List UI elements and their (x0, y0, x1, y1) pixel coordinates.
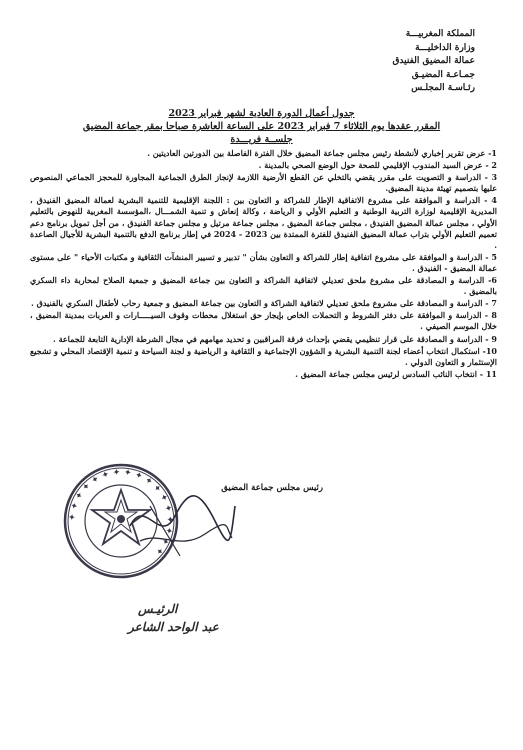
kingdom-line: المملكة المغربيـــة (405, 29, 475, 39)
agenda-item-5: 5 - الدراسة و الموافقة على مشروع اتفاقية إطار للشراكة و التعاون بشأن " تدبير و تسيير المنشآت الثقافية و مكتبات الأحياء " على مستوى عمالة المضيق - الفنيدق . (30, 251, 497, 273)
agenda-list (30, 148, 497, 381)
president-name: عبد الواحد الشاعر (128, 620, 219, 634)
title-main: جدول أعمال الدورة العادية لشهر فبراير 2023 (168, 108, 355, 119)
agenda-item-4: 4 - الدراسة و الموافقة على مشروع الاتفاقية الإطار للشراكة و التعاون بين : اللجنة الإقليمية للتنمية البشرية لعمالة المضيق الفنيدق ، المديرية الإقليمية لوزارة التربية الوطنية و التعليم الأولي و الرياضة ، وكالة إنعاش و تنمية الشمـــال ،المؤسسة المغربية للنهوض بالتعليم الأولي ، مجلس عمالة المضيق الفنيدق ، مجلس جماعة المضيق ، مجلس جماعة مرتيل و مجلس جماعة الفنيدق ، من أجل تمويل برنامج دعم تعميم التعليم الأولي بتراب عمالة المضيق الفنيدق للفترة الممتدة بين 2023 - 2024 في إطار برنامج الدفع بالتنمية البشرية للأجيال الصاعدة . (30, 195, 498, 250)
svg-text:✦ ✦ ✦ ✦ ✦ ✦ ✦ ✦ ✦ ✦ ✦ ✦ ✦ ✦ ✦: ✦ ✦ ✦ ✦ ✦ ✦ ✦ ✦ ✦ ✦ ✦ ✦ ✦ ✦ ✦ ✦ ✦ (67, 467, 175, 557)
agenda-item-9: 9 - الدراسة و المصادقة على قرار تنظيمي يقضي بإحداث فرقة المراقبين و تحديد مهامهم في مجال الشرطة الإدارية التابعة للجماعة . (53, 333, 497, 344)
president-title: الرئيـس (138, 602, 178, 616)
agenda-item-8: 8 - الدراسة و الموافقة على دفتر الشروط و التحملات الخاص بإيجار حق استغلال محطات وقوف السيـــــارات و العربات بمدينة المضيق ، خلال الموسم الصيفي . (30, 310, 497, 332)
agenda-item-1: 1- عرض تقرير إخباري لأنشطة رئيس مجلس جماعة المضيق خلال الفترة الفاصلة بين الدورتين العاديتين . (147, 148, 497, 158)
commune-line: جمـاعـة المضيـق (411, 69, 475, 80)
council-line: رئـاسـة المجلـس (411, 83, 475, 93)
letterhead (335, 28, 475, 96)
prefecture-line: عمالة المضيق الفنيدق (392, 56, 475, 66)
agenda-item-2: 2 - عرض السيد المندوب الإقليمي للصحة حول الوضع الصحي بالمدينة . (258, 160, 497, 171)
agenda-item-3: 3 - الدراسة و التصويت على مقرر يقضي بالتخلي عن القطع الأرضية اللازمة لإنجاز الطرق الجماعية المجاورة للمحجز الجماعي المنصوص عليها بتصميم تهيئة مدينة المضيق. (30, 172, 498, 194)
agenda-item-7: 7 - الدراسة و المصادقة على مشروع ملحق تعديلي لاتفاقية الشراكة و التعاون بين جماعة المضيق و جمعية رحاب لأطفال السكري بالفنيدق . (31, 298, 497, 309)
signatory-label: رئيس مجلس جماعة المضيق (221, 483, 323, 493)
title-date: المقرر عقدها يوم الثلاثاء 7 فبراير 2023 على الساعة العاشرة صباحا بمقر جماعة المضيق (82, 121, 441, 132)
agenda-item-10: 10- استكمال انتخاب أعضاء لجنة التنمية البشرية و الشؤون الإجتماعية و الثقافية و الرياضية و لجنة السياحة و تنمية الإقتصاد المحلي و تشجيع الإستثمار و التعاون الدولي . (30, 345, 497, 367)
agenda-title (20, 108, 503, 145)
ministry-line: وزارة الداخليـــة (415, 42, 475, 53)
handwritten-signature (120, 486, 240, 566)
agenda-item-6: 6- الدراسة و المصادقة على مشروع ملحق تعديلي لاتفاقية الشراكة و التعاون بين جماعة المضيق و جمعية الصلاح لمحاربة داء السكري بالمضيق . (30, 275, 497, 297)
agenda-item-11: 11 - انتخاب النائب السادس لرئيس مجلس جماعة المضيق . (295, 368, 497, 379)
title-session: جلســة فريـــدة (230, 134, 293, 145)
